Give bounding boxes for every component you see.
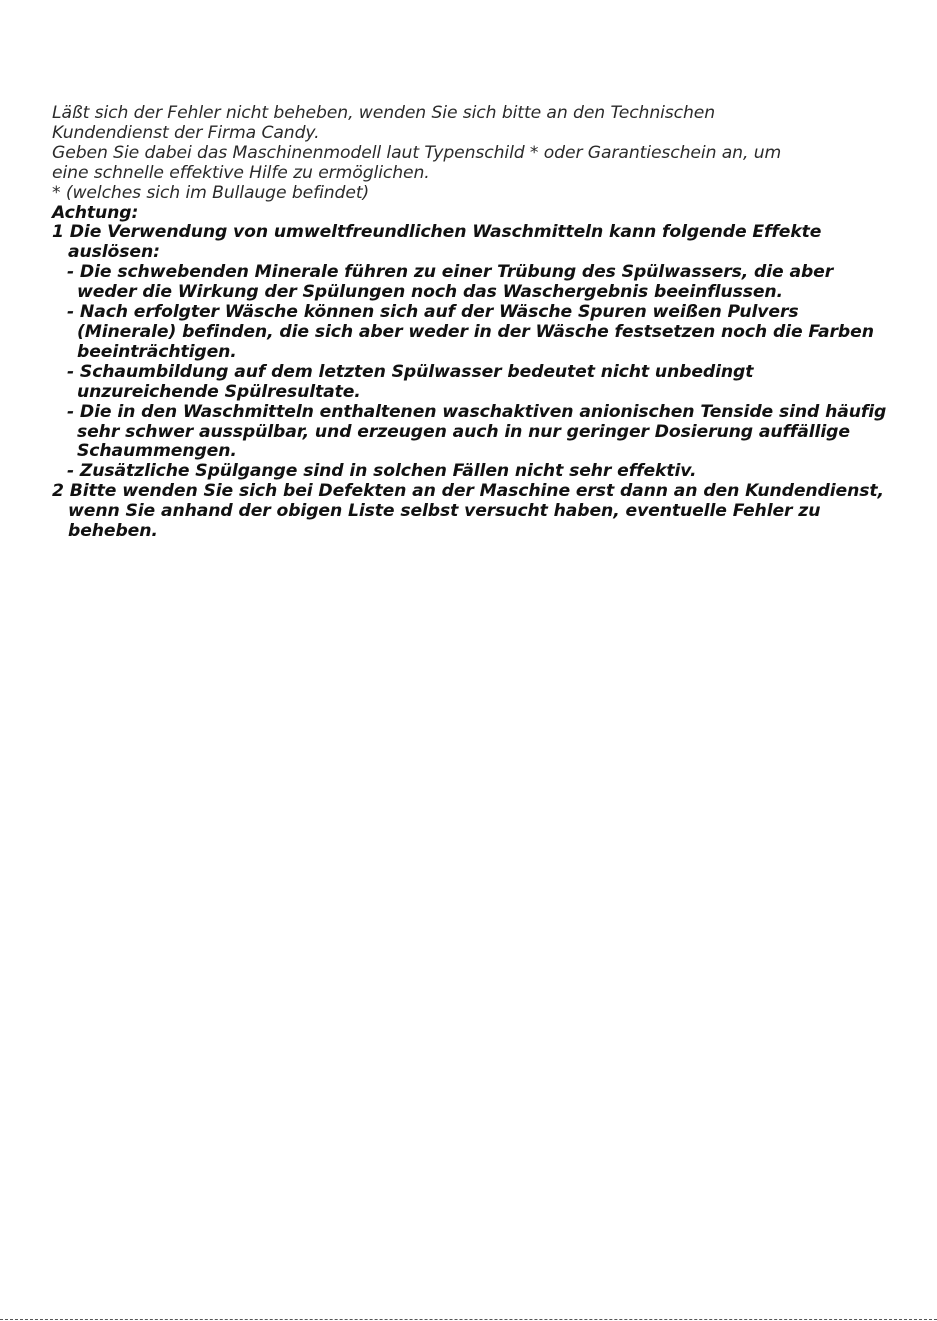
numbered-item-line: wenn Sie anhand der obigen Liste selbst versucht haben, eventuelle Fehler zu [68,501,821,522]
numbered-item-line: beheben. [68,521,158,542]
intro-paragraph [52,104,892,204]
intro-line: eine schnelle effektive Hilfe zu ermöglichen. [52,162,430,183]
document-body [52,104,892,542]
bullet-line: - Nach erfolgter Wäsche können sich auf der Wäsche Spuren weißen Pulvers [67,302,799,323]
bullet-line: unzureichende Spülresultate. [77,381,361,402]
bullet-line: weder die Wirkung der Spülungen noch das Waschergebnis beeinflussen. [77,282,783,303]
bullet-line: Schaummengen. [77,441,237,462]
warning-heading: Achtung: [52,202,139,223]
intro-line: Geben Sie dabei das Maschinenmodell laut Typenschild * oder Garantieschein an, um [52,142,782,163]
numbered-item-line: 2 Bitte wenden Sie sich bei Defekten an der Maschine erst dann an den Kundendienst, [52,481,884,502]
intro-line: Kundendienst der Firma Candy. [52,122,320,143]
numbered-item-2 [52,482,892,542]
bullet-line: (Minerale) befinden, die sich aber weder in der Wäsche festsetzen noch die Farben [77,321,874,342]
bullet-item [52,462,892,482]
bullet-line: beeinträchtigen. [77,341,237,362]
numbered-item-line: 1 Die Verwendung von umweltfreundlichen Waschmitteln kann folgende Effekte [52,222,822,243]
footnote-line: * (welches sich im Bullauge befindet) [52,182,370,203]
bullet-item [52,403,892,463]
page-bottom-border [0,1319,937,1320]
numbered-item-line: auslösen: [68,242,160,263]
numbered-item-1 [52,223,892,482]
bullet-line: - Zusätzliche Spülgange sind in solchen Fällen nicht sehr effektiv. [67,461,697,482]
bullet-line: - Schaumbildung auf dem letzten Spülwasser bedeutet nicht unbedingt [67,361,754,382]
bullet-item [52,363,892,403]
intro-line: Läßt sich der Fehler nicht beheben, wenden Sie sich bitte an den Technischen [52,103,716,123]
bullet-item [52,303,892,363]
bullet-item [52,263,892,303]
bullet-line: - Die in den Waschmitteln enthaltenen waschaktiven anionischen Tenside sind häufig [67,401,887,422]
bullet-line: sehr schwer ausspülbar, und erzeugen auch in nur geringer Dosierung auffällige [77,421,850,442]
bullet-line: - Die schwebenden Minerale führen zu einer Trübung des Spülwassers, die aber [67,262,834,283]
warning-section [52,204,892,542]
